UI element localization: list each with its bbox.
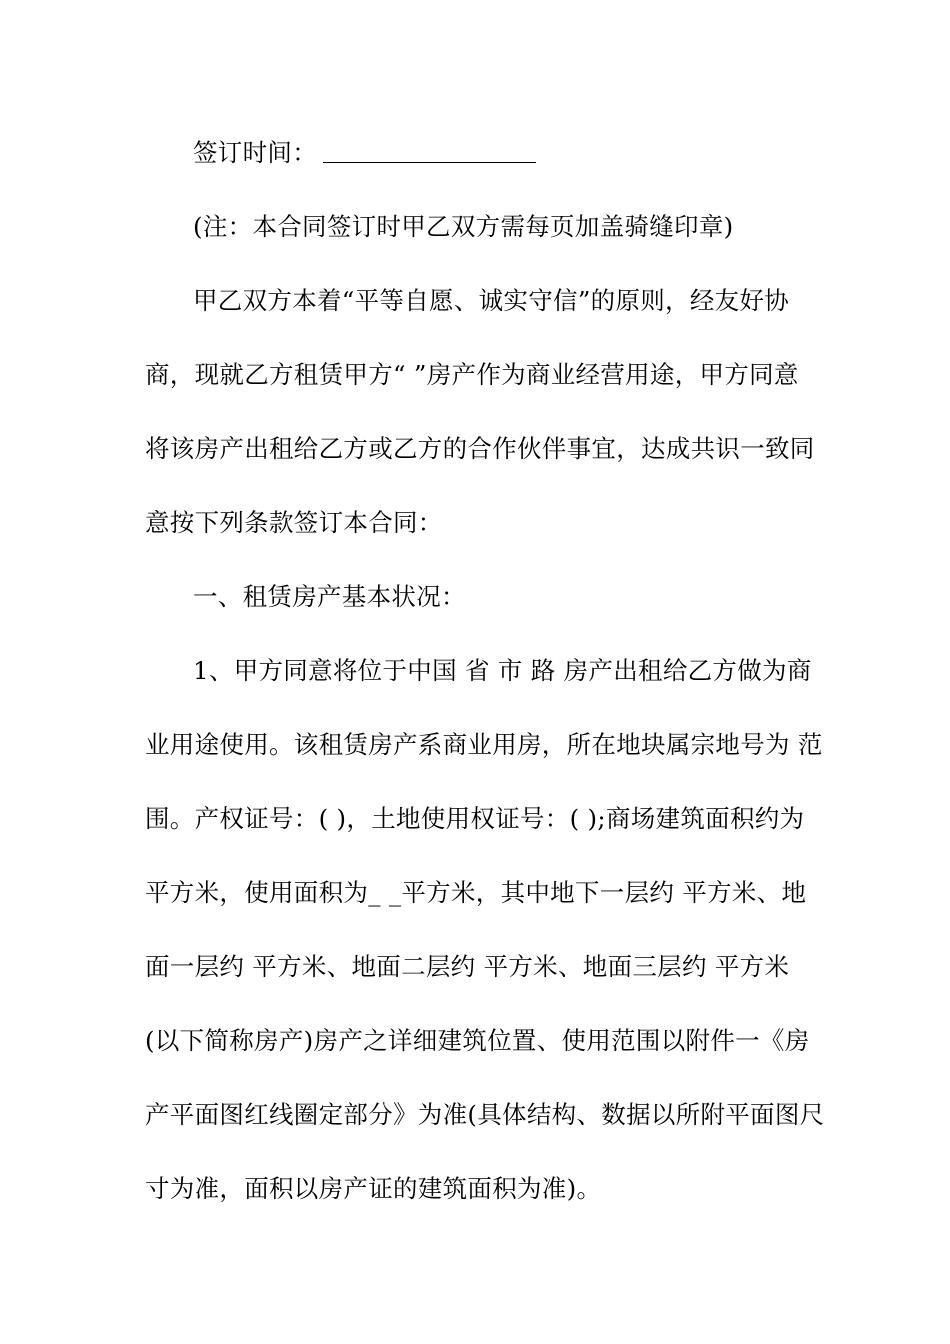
seal-note: (注：本合同签订时甲乙双方需每页加盖骑缝印章) — [193, 212, 734, 241]
signing-time-line — [193, 138, 536, 168]
clause-line: 寸为准，面积以房产证的建筑面积为准)。 — [145, 1174, 602, 1203]
clause-line: 产平面图红线圈定部分》为准(具体结构、数据以所附平面图尺 — [145, 1100, 825, 1129]
section-heading: 一、租赁房产基本状况： — [193, 582, 466, 611]
clause-line: 围。产权证号：( )，土地使用权证号：( );商场建筑面积约为 — [145, 804, 805, 833]
clause-line: 平方米，使用面积为_ _平方米，其中地下一层约 平方米、地 — [145, 878, 807, 907]
paragraph-line: 意按下列条款签订本合同： — [145, 508, 443, 537]
signing-time-blank — [323, 138, 536, 163]
signing-time-label: 签订时间： — [193, 138, 317, 167]
paragraph-line: 甲乙双方本着“平等自愿、诚实守信”的原则，经友好协 — [193, 286, 790, 315]
clause-line: 面一层约 平方米、地面二层约 平方米、地面三层约 平方米 — [145, 952, 790, 981]
clause-line: 业用途使用。该租赁房产系商业用房，所在地块属宗地号为 范 — [145, 730, 823, 759]
clause-line: 1、甲方同意将位于中国 省 市 路 房产出租给乙方做为商 — [193, 656, 812, 685]
paragraph-line: 将该房产出租给乙方或乙方的合作伙伴事宜，达成共识一致同 — [145, 434, 815, 463]
paragraph-line: 商，现就乙方租赁甲方“ ”房产作为商业经营用途，甲方同意 — [145, 360, 799, 389]
clause-line: (以下简称房产)房产之详细建筑位置、使用范围以附件一《房 — [145, 1026, 810, 1055]
